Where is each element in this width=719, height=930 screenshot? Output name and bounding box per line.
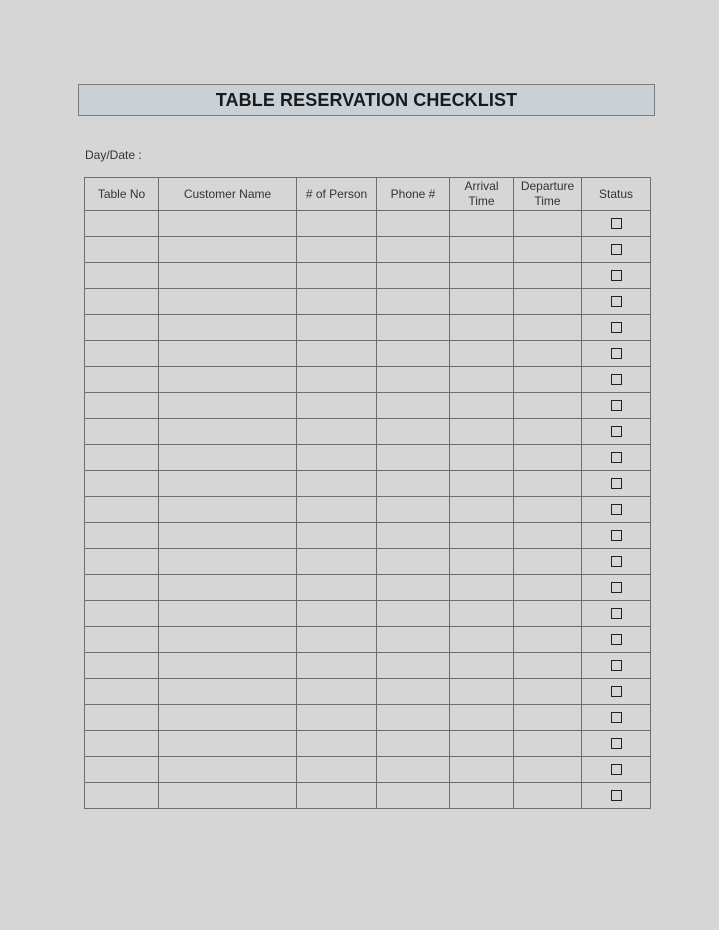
day-date-label: Day/Date :	[85, 148, 142, 162]
num-person-cell[interactable]	[297, 315, 377, 341]
table-no-cell[interactable]	[85, 731, 159, 757]
status-checkbox[interactable]	[611, 608, 622, 619]
status-cell	[582, 575, 651, 601]
table-no-cell[interactable]	[85, 315, 159, 341]
customer-name-cell[interactable]	[159, 237, 297, 263]
status-checkbox[interactable]	[611, 270, 622, 281]
status-checkbox[interactable]	[611, 244, 622, 255]
arrival-time-cell[interactable]	[450, 315, 514, 341]
table-no-cell[interactable]	[85, 367, 159, 393]
arrival-time-cell[interactable]	[450, 471, 514, 497]
table-no-cell[interactable]	[85, 393, 159, 419]
table-row	[85, 705, 651, 731]
phone-cell[interactable]	[377, 783, 450, 809]
num-person-cell[interactable]	[297, 211, 377, 237]
arrival-time-cell[interactable]	[450, 679, 514, 705]
num-person-cell[interactable]	[297, 497, 377, 523]
arrival-time-cell[interactable]	[450, 705, 514, 731]
table-no-cell[interactable]	[85, 653, 159, 679]
table-no-cell[interactable]	[85, 419, 159, 445]
status-cell	[582, 341, 651, 367]
status-checkbox[interactable]	[611, 296, 622, 307]
departure-time-cell[interactable]	[514, 471, 582, 497]
arrival-time-cell[interactable]	[450, 393, 514, 419]
customer-name-cell[interactable]	[159, 445, 297, 471]
num-person-cell[interactable]	[297, 575, 377, 601]
num-person-cell[interactable]	[297, 237, 377, 263]
status-cell	[582, 237, 651, 263]
departure-time-cell[interactable]	[514, 341, 582, 367]
status-cell	[582, 445, 651, 471]
table-row	[85, 497, 651, 523]
table-no-cell[interactable]	[85, 341, 159, 367]
departure-time-cell[interactable]	[514, 315, 582, 341]
customer-name-cell[interactable]	[159, 705, 297, 731]
table-no-cell[interactable]	[85, 627, 159, 653]
arrival-time-cell[interactable]	[450, 289, 514, 315]
arrival-time-cell[interactable]	[450, 731, 514, 757]
phone-cell[interactable]	[377, 549, 450, 575]
status-cell	[582, 393, 651, 419]
num-person-cell[interactable]	[297, 601, 377, 627]
status-checkbox[interactable]	[611, 218, 622, 229]
table-row	[85, 731, 651, 757]
status-checkbox[interactable]	[611, 452, 622, 463]
status-cell	[582, 419, 651, 445]
status-checkbox[interactable]	[611, 634, 622, 645]
table-row	[85, 783, 651, 809]
departure-time-cell[interactable]	[514, 575, 582, 601]
num-person-cell[interactable]	[297, 705, 377, 731]
status-cell	[582, 367, 651, 393]
table-no-cell[interactable]	[85, 783, 159, 809]
departure-time-cell[interactable]	[514, 419, 582, 445]
departure-time-cell[interactable]	[514, 601, 582, 627]
phone-cell[interactable]	[377, 393, 450, 419]
customer-name-cell[interactable]	[159, 367, 297, 393]
arrival-time-cell[interactable]	[450, 341, 514, 367]
phone-cell[interactable]	[377, 705, 450, 731]
customer-name-cell[interactable]	[159, 575, 297, 601]
num-person-cell[interactable]	[297, 731, 377, 757]
reservation-table	[84, 177, 651, 809]
departure-time-cell[interactable]	[514, 445, 582, 471]
table-row	[85, 757, 651, 783]
customer-name-cell[interactable]	[159, 471, 297, 497]
num-person-cell[interactable]	[297, 627, 377, 653]
phone-cell[interactable]	[377, 315, 450, 341]
status-cell	[582, 653, 651, 679]
phone-cell[interactable]	[377, 627, 450, 653]
table-no-cell[interactable]	[85, 211, 159, 237]
table-row	[85, 523, 651, 549]
departure-time-cell[interactable]	[514, 211, 582, 237]
header-status: Status	[582, 178, 651, 211]
customer-name-cell[interactable]	[159, 731, 297, 757]
num-person-cell[interactable]	[297, 341, 377, 367]
departure-time-cell[interactable]	[514, 263, 582, 289]
table-no-cell[interactable]	[85, 471, 159, 497]
arrival-time-cell[interactable]	[450, 523, 514, 549]
num-person-cell[interactable]	[297, 445, 377, 471]
departure-time-cell[interactable]	[514, 627, 582, 653]
phone-cell[interactable]	[377, 211, 450, 237]
table-no-cell[interactable]	[85, 705, 159, 731]
phone-cell[interactable]	[377, 341, 450, 367]
arrival-time-cell[interactable]	[450, 497, 514, 523]
customer-name-cell[interactable]	[159, 263, 297, 289]
status-checkbox[interactable]	[611, 426, 622, 437]
arrival-time-cell[interactable]	[450, 211, 514, 237]
table-row	[85, 211, 651, 237]
status-cell	[582, 627, 651, 653]
departure-time-cell[interactable]	[514, 549, 582, 575]
phone-cell[interactable]	[377, 757, 450, 783]
table-row	[85, 549, 651, 575]
status-checkbox[interactable]	[611, 660, 622, 671]
customer-name-cell[interactable]	[159, 757, 297, 783]
customer-name-cell[interactable]	[159, 341, 297, 367]
table-no-cell[interactable]	[85, 263, 159, 289]
phone-cell[interactable]	[377, 237, 450, 263]
status-cell	[582, 601, 651, 627]
status-checkbox[interactable]	[611, 790, 622, 801]
status-cell	[582, 263, 651, 289]
departure-time-cell[interactable]	[514, 289, 582, 315]
status-cell	[582, 289, 651, 315]
departure-time-cell[interactable]	[514, 705, 582, 731]
page-title: TABLE RESERVATION CHECKLIST	[215, 89, 518, 110]
arrival-time-cell[interactable]	[450, 367, 514, 393]
customer-name-cell[interactable]	[159, 627, 297, 653]
phone-cell[interactable]	[377, 289, 450, 315]
customer-name-cell[interactable]	[159, 315, 297, 341]
header-arrival-time	[450, 178, 514, 211]
table-no-cell[interactable]	[85, 237, 159, 263]
table-row	[85, 289, 651, 315]
title-banner	[78, 84, 655, 116]
customer-name-cell[interactable]	[159, 419, 297, 445]
status-cell	[582, 549, 651, 575]
phone-cell[interactable]	[377, 653, 450, 679]
status-checkbox[interactable]	[611, 738, 622, 749]
arrival-time-cell[interactable]	[450, 601, 514, 627]
status-checkbox[interactable]	[611, 582, 622, 593]
phone-cell[interactable]	[377, 497, 450, 523]
arrival-time-cell[interactable]	[450, 549, 514, 575]
phone-cell[interactable]	[377, 419, 450, 445]
status-checkbox[interactable]	[611, 478, 622, 489]
customer-name-cell[interactable]	[159, 523, 297, 549]
phone-cell[interactable]	[377, 679, 450, 705]
num-person-cell[interactable]	[297, 367, 377, 393]
num-person-cell[interactable]	[297, 471, 377, 497]
table-row	[85, 627, 651, 653]
arrival-time-cell[interactable]	[450, 237, 514, 263]
table-row	[85, 237, 651, 263]
customer-name-cell[interactable]	[159, 211, 297, 237]
departure-time-cell[interactable]	[514, 523, 582, 549]
num-person-cell[interactable]	[297, 393, 377, 419]
num-person-cell[interactable]	[297, 653, 377, 679]
departure-time-cell[interactable]	[514, 731, 582, 757]
status-cell	[582, 731, 651, 757]
header-departure-time-label: Departure Time	[520, 179, 575, 208]
header-table-no: Table No	[85, 178, 159, 211]
table-row	[85, 341, 651, 367]
phone-cell[interactable]	[377, 731, 450, 757]
arrival-time-cell[interactable]	[450, 419, 514, 445]
table-row	[85, 419, 651, 445]
status-checkbox[interactable]	[611, 556, 622, 567]
customer-name-cell[interactable]	[159, 783, 297, 809]
customer-name-cell[interactable]	[159, 601, 297, 627]
status-cell	[582, 497, 651, 523]
status-checkbox[interactable]	[611, 686, 622, 697]
num-person-cell[interactable]	[297, 783, 377, 809]
arrival-time-cell[interactable]	[450, 653, 514, 679]
arrival-time-cell[interactable]	[450, 757, 514, 783]
table-no-cell[interactable]	[85, 289, 159, 315]
table-row	[85, 263, 651, 289]
arrival-time-cell[interactable]	[450, 627, 514, 653]
table-row	[85, 315, 651, 341]
status-cell	[582, 757, 651, 783]
header-arrival-time-label: Arrival Time	[464, 179, 499, 208]
arrival-time-cell[interactable]	[450, 263, 514, 289]
phone-cell[interactable]	[377, 601, 450, 627]
header-phone: Phone #	[377, 178, 450, 211]
phone-cell[interactable]	[377, 523, 450, 549]
customer-name-cell[interactable]	[159, 289, 297, 315]
phone-cell[interactable]	[377, 575, 450, 601]
header-customer-name: Customer Name	[159, 178, 297, 211]
departure-time-cell[interactable]	[514, 393, 582, 419]
phone-cell[interactable]	[377, 367, 450, 393]
customer-name-cell[interactable]	[159, 679, 297, 705]
departure-time-cell[interactable]	[514, 367, 582, 393]
departure-time-cell[interactable]	[514, 783, 582, 809]
num-person-cell[interactable]	[297, 263, 377, 289]
table-no-cell[interactable]	[85, 575, 159, 601]
status-checkbox[interactable]	[611, 400, 622, 411]
departure-time-cell[interactable]	[514, 679, 582, 705]
customer-name-cell[interactable]	[159, 497, 297, 523]
phone-cell[interactable]	[377, 263, 450, 289]
table-header-row	[85, 178, 651, 211]
status-cell	[582, 471, 651, 497]
status-checkbox[interactable]	[611, 504, 622, 515]
departure-time-cell[interactable]	[514, 653, 582, 679]
status-checkbox[interactable]	[611, 322, 622, 333]
status-checkbox[interactable]	[611, 764, 622, 775]
status-checkbox[interactable]	[611, 348, 622, 359]
header-num-person: # of Person	[297, 178, 377, 211]
num-person-cell[interactable]	[297, 757, 377, 783]
status-cell	[582, 523, 651, 549]
table-row	[85, 653, 651, 679]
phone-cell[interactable]	[377, 471, 450, 497]
departure-time-cell[interactable]	[514, 757, 582, 783]
num-person-cell[interactable]	[297, 419, 377, 445]
num-person-cell[interactable]	[297, 523, 377, 549]
status-checkbox[interactable]	[611, 712, 622, 723]
departure-time-cell[interactable]	[514, 497, 582, 523]
status-cell	[582, 705, 651, 731]
num-person-cell[interactable]	[297, 679, 377, 705]
customer-name-cell[interactable]	[159, 393, 297, 419]
status-cell	[582, 783, 651, 809]
arrival-time-cell[interactable]	[450, 445, 514, 471]
table-no-cell[interactable]	[85, 497, 159, 523]
num-person-cell[interactable]	[297, 549, 377, 575]
table-row	[85, 575, 651, 601]
status-cell	[582, 211, 651, 237]
table-no-cell[interactable]	[85, 601, 159, 627]
departure-time-cell[interactable]	[514, 237, 582, 263]
customer-name-cell[interactable]	[159, 653, 297, 679]
table-no-cell[interactable]	[85, 445, 159, 471]
table-body	[85, 211, 651, 809]
status-checkbox[interactable]	[611, 530, 622, 541]
table-row	[85, 679, 651, 705]
status-cell	[582, 679, 651, 705]
table-no-cell[interactable]	[85, 549, 159, 575]
status-cell	[582, 315, 651, 341]
arrival-time-cell[interactable]	[450, 575, 514, 601]
customer-name-cell[interactable]	[159, 549, 297, 575]
table-no-cell[interactable]	[85, 757, 159, 783]
table-no-cell[interactable]	[85, 679, 159, 705]
table-row	[85, 601, 651, 627]
table-no-cell[interactable]	[85, 523, 159, 549]
table-row	[85, 471, 651, 497]
num-person-cell[interactable]	[297, 289, 377, 315]
table-row	[85, 367, 651, 393]
table-row	[85, 445, 651, 471]
header-departure-time	[514, 178, 582, 211]
arrival-time-cell[interactable]	[450, 783, 514, 809]
phone-cell[interactable]	[377, 445, 450, 471]
table-row	[85, 393, 651, 419]
status-checkbox[interactable]	[611, 374, 622, 385]
